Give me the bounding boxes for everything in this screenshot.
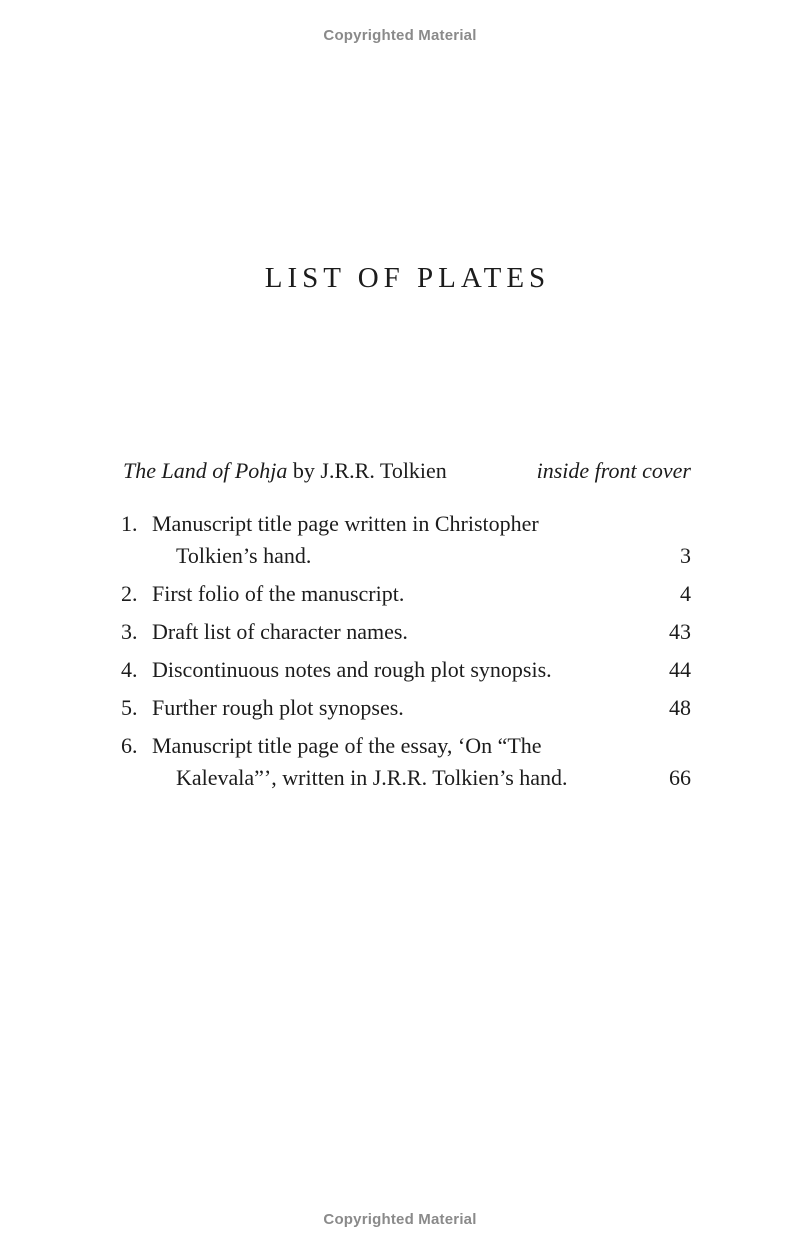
- plate-entry-5: [121, 692, 691, 724]
- plate-caption: First folio of the manuscript.: [152, 581, 405, 606]
- frontispiece-title: The Land of Pohja: [123, 458, 288, 483]
- plate-caption: Further rough plot synopses.: [152, 695, 404, 720]
- plate-entry-2: [121, 578, 691, 610]
- plate-caption-line-2: Tolkien’s hand.: [176, 543, 312, 568]
- plate-number: 5.: [121, 695, 138, 720]
- plate-page-number: 4: [680, 581, 691, 606]
- frontispiece-entry: [123, 458, 691, 484]
- copyright-watermark-top: Copyrighted Material: [323, 27, 477, 44]
- frontispiece-caption: [123, 458, 447, 484]
- frontispiece-location: inside front cover: [536, 458, 691, 483]
- copyright-watermark-bottom: Copyrighted Material: [323, 1211, 477, 1228]
- plate-number: 4.: [121, 657, 138, 682]
- plate-page-number: 48: [669, 695, 691, 720]
- plate-number: 3.: [121, 619, 138, 644]
- plates-list: [121, 508, 691, 800]
- frontispiece-author: by J.R.R. Tolkien: [287, 458, 447, 483]
- plate-page-number: 3: [680, 543, 691, 568]
- plate-entry-4: [121, 654, 691, 686]
- plate-number: 1.: [121, 511, 138, 536]
- plate-number: 6.: [121, 733, 138, 758]
- plate-entry-3: [121, 616, 691, 648]
- plate-entry-1: [121, 508, 691, 572]
- plate-number: 2.: [121, 581, 138, 606]
- plate-caption: Draft list of character names.: [152, 619, 408, 644]
- plate-caption-line-2: Kalevala”’, written in J.R.R. Tolkien’s hand.: [176, 765, 568, 790]
- page-title: LIST OF PLATES: [264, 262, 551, 294]
- plate-page-number: 44: [669, 657, 691, 682]
- plate-caption-line-1: Manuscript title page of the essay, ‘On “The: [152, 733, 542, 758]
- plate-page-number: 43: [669, 619, 691, 644]
- plate-caption: Discontinuous notes and rough plot synopsis.: [152, 657, 552, 682]
- plate-caption-line-1: Manuscript title page written in Christopher: [152, 511, 539, 536]
- plate-page-number: 66: [669, 765, 691, 790]
- plate-entry-6: [121, 730, 691, 794]
